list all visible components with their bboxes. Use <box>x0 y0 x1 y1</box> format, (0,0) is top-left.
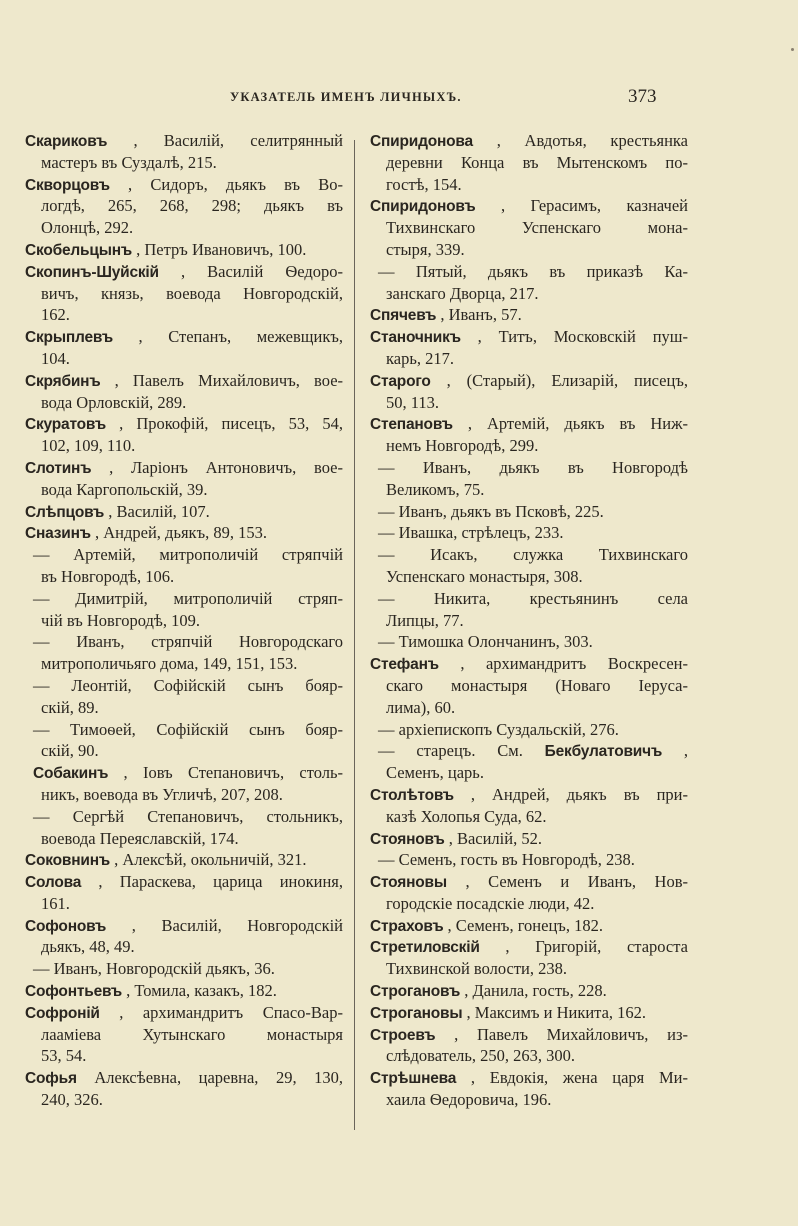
entry-headword: Степановъ <box>370 416 453 434</box>
entry-text: — Иванъ, Новгородскій дьякъ, 36. <box>33 959 275 979</box>
entry-line <box>25 435 343 457</box>
entry-headword: Столѣтовъ <box>370 786 454 804</box>
entry-text: , Василій, Новгородскій <box>131 915 343 935</box>
entry-line <box>25 501 343 523</box>
entry-line <box>25 326 343 348</box>
entry-text: , Семенъ и Иванъ, Нов- <box>465 872 688 892</box>
index-subentry <box>370 849 688 871</box>
entry-text: казѣ Холопья Суда, 62. <box>386 806 547 826</box>
entry-text: Тихвинской волости, 238. <box>386 959 568 979</box>
entry-text: 161. <box>41 893 70 913</box>
entry-text: — Пятый, дьякъ въ приказѣ Ка- <box>378 261 688 281</box>
index-entry <box>25 849 343 871</box>
index-entry <box>370 370 688 414</box>
index-entry <box>370 1067 688 1111</box>
entry-text: — Тимошка Олончанинъ, 303. <box>378 632 593 652</box>
entry-line <box>25 958 343 980</box>
entry-text: , Иванъ, 57. <box>440 305 522 325</box>
column-divider <box>354 140 355 1130</box>
entry-text: никъ, воевода въ Угличѣ, 207, 208. <box>41 784 283 804</box>
entry-line <box>370 653 688 675</box>
entry-text: Олонцѣ, 292. <box>41 218 134 238</box>
entry-text: скій, 90. <box>41 741 99 761</box>
entry-line <box>25 1002 343 1024</box>
entry-headword: Скрыплевъ <box>25 329 113 347</box>
entry-line <box>370 522 688 544</box>
index-subentry <box>370 719 688 741</box>
entry-line <box>370 1067 688 1089</box>
entry-line <box>25 631 343 653</box>
index-entry <box>25 174 343 239</box>
entry-text: Успенскаго монастыря, 308. <box>386 566 583 586</box>
entry-line <box>25 871 343 893</box>
entry-text: , <box>683 741 688 761</box>
entry-headword: Сназинъ <box>25 525 91 543</box>
entry-line <box>25 348 343 370</box>
entry-headword: Софроній <box>25 1004 100 1022</box>
entry-line <box>25 653 343 675</box>
entry-text: , Герасимъ, казначей <box>500 196 688 216</box>
entry-line <box>25 174 343 196</box>
entry-line <box>370 304 688 326</box>
entry-line <box>25 261 343 283</box>
entry-line <box>25 675 343 697</box>
entry-text: , Павелъ Михайловичъ, вое- <box>114 370 343 390</box>
index-entry <box>25 762 343 806</box>
entry-line <box>370 1089 688 1111</box>
entry-line <box>370 283 688 305</box>
entry-line <box>25 370 343 392</box>
entry-line <box>25 849 343 871</box>
index-entry <box>370 828 688 850</box>
entry-line <box>25 980 343 1002</box>
entry-text: гостѣ, 154. <box>386 174 462 194</box>
entry-line <box>370 370 688 392</box>
entry-line <box>370 457 688 479</box>
entry-line <box>370 326 688 348</box>
entry-line <box>370 936 688 958</box>
entry-text: немъ Новгородѣ, 299. <box>386 436 539 456</box>
index-entry <box>25 501 343 523</box>
entry-text: 53, 54. <box>41 1046 87 1066</box>
entry-text: — Исакъ, служка Тихвинскаго <box>378 545 688 565</box>
entry-headword: Стояновъ <box>370 830 445 848</box>
entry-line <box>25 130 343 152</box>
entry-line <box>25 544 343 566</box>
entry-text: 104. <box>41 348 70 368</box>
entry-line <box>370 740 688 762</box>
entry-line <box>25 1024 343 1046</box>
index-subentry <box>370 631 688 653</box>
entry-text: , Авдотья, крестьянка <box>496 131 688 150</box>
index-entry <box>370 326 688 370</box>
entry-text: 162. <box>41 305 70 325</box>
entry-text: 102, 109, 110. <box>41 436 136 456</box>
entry-line <box>370 697 688 719</box>
index-entry <box>370 413 688 457</box>
entry-line <box>25 762 343 784</box>
index-subentry <box>25 588 343 632</box>
entry-line <box>370 631 688 653</box>
index-subentry <box>25 958 343 980</box>
entry-line <box>25 610 343 632</box>
entry-line <box>25 1089 343 1111</box>
entry-headword: Скворцовъ <box>25 176 110 194</box>
entry-line <box>25 936 343 958</box>
entry-line <box>370 479 688 501</box>
index-subentry <box>370 544 688 588</box>
entry-text: , Томила, казакъ, 182. <box>126 981 277 1001</box>
index-subentry <box>25 544 343 588</box>
entry-text: , Петръ Ивановичъ, 100. <box>136 239 307 259</box>
entry-line <box>25 740 343 762</box>
entry-text: вода Каргопольскій, 39. <box>41 479 208 499</box>
index-subentry <box>370 261 688 305</box>
index-entry <box>25 370 343 414</box>
entry-text: — Иванъ, стряпчій Новгородскаго <box>33 632 343 652</box>
entry-headword: Стрѣшнева <box>370 1070 457 1088</box>
entry-text: , Павелъ Михайловичъ, из- <box>454 1024 688 1044</box>
entry-line <box>370 217 688 239</box>
entry-text: , Евдокія, жена царя Ми- <box>470 1068 688 1088</box>
entry-text: , Андрей, дьякъ, 89, 153. <box>95 523 267 543</box>
index-entry <box>25 326 343 370</box>
entry-headword: Страховъ <box>370 917 444 935</box>
entry-text: , архимандритъ Воскресен- <box>460 654 688 674</box>
entry-text: , Алексѣй, окольничій, 321. <box>114 850 307 870</box>
entry-line <box>25 152 343 174</box>
entry-text: лааміева Хутынскаго монастыря <box>41 1024 343 1044</box>
entry-text: , Семенъ, гонецъ, 182. <box>447 915 603 935</box>
entry-text: Тихвинскаго Успенскаго мона- <box>386 218 688 238</box>
entry-text: , Степанъ, межевщикъ, <box>138 327 343 347</box>
index-entry <box>370 784 688 828</box>
entry-text: — Иванъ, дьякъ въ Псковѣ, 225. <box>378 501 604 521</box>
entry-line <box>370 566 688 588</box>
index-column-left <box>25 130 343 1111</box>
index-entry <box>25 522 343 544</box>
entry-line <box>370 806 688 828</box>
entry-headword: Софья <box>25 1070 77 1088</box>
entry-line <box>370 675 688 697</box>
entry-headword: Скрябинъ <box>25 372 101 390</box>
index-entry <box>370 653 688 718</box>
entry-text: Семенъ, царь. <box>386 763 484 783</box>
index-entry <box>370 130 688 195</box>
entry-headword: Спиридоновъ <box>370 198 476 216</box>
entry-line <box>25 588 343 610</box>
entry-headword: Скобельцынъ <box>25 241 133 259</box>
entry-text: лима), 60. <box>386 697 456 717</box>
index-subentry <box>25 675 343 719</box>
entry-text: — Иванъ, дьякъ въ Новгородѣ <box>378 457 688 477</box>
index-entry <box>25 1002 343 1067</box>
entry-text: вичъ, князь, воевода Новгородскій, <box>41 283 343 303</box>
entry-text: , Артемій, дьякъ въ Ниж- <box>467 414 688 434</box>
index-subentry <box>370 457 688 501</box>
entry-line <box>370 719 688 741</box>
index-subentry <box>370 588 688 632</box>
entry-text: , Титъ, Московскій пуш- <box>477 327 688 347</box>
entry-text: , Василій, селитрянный <box>133 131 343 150</box>
index-entry <box>25 130 343 174</box>
entry-line <box>25 1045 343 1067</box>
index-entry <box>370 915 688 937</box>
entry-text: , Григорій, староста <box>505 937 688 957</box>
entry-line <box>370 239 688 261</box>
entry-text: логдѣ, 265, 268, 298; дьякъ въ <box>41 196 343 216</box>
entry-headword: Станочникъ <box>370 329 461 347</box>
entry-headword: Стефанъ <box>370 656 439 674</box>
index-subentry <box>370 740 688 784</box>
entry-text: , Максимъ и Никита, 162. <box>466 1002 647 1022</box>
entry-text: , (Старый), Елизарій, писецъ, <box>446 370 688 390</box>
entry-headword: Бекбулатовичъ <box>544 743 663 761</box>
index-entry <box>25 239 343 261</box>
index-entry <box>25 915 343 959</box>
entry-headword: Скариковъ <box>25 133 108 150</box>
entry-text: , Андрей, дьякъ въ при- <box>470 784 688 804</box>
index-entry <box>25 261 343 326</box>
entry-text: , Ларіонъ Антоновичъ, вое- <box>109 457 343 477</box>
running-title: УКАЗАТЕЛЬ ИМЕНЪ ЛИЧНЫХЪ. <box>230 90 462 104</box>
entry-line <box>370 544 688 566</box>
entry-text: — Никита, крестьянинъ села <box>378 588 688 608</box>
entry-line <box>370 871 688 893</box>
index-entry <box>370 980 688 1002</box>
entry-line <box>25 719 343 741</box>
index-entry <box>25 871 343 915</box>
entry-text: городскіе посадскіе люди, 42. <box>386 893 595 913</box>
entry-headword: Спиридонова <box>370 133 473 150</box>
entry-line <box>25 893 343 915</box>
entry-headword: Солова <box>25 874 82 892</box>
entry-text: 240, 326. <box>41 1090 103 1110</box>
index-entry <box>370 304 688 326</box>
entry-text: , Василій, 52. <box>448 828 542 848</box>
entry-text: — Леонтій, Софійскій сынъ бояр- <box>33 675 343 695</box>
index-entry <box>370 871 688 915</box>
entry-line <box>370 828 688 850</box>
entry-line <box>370 1045 688 1067</box>
entry-headword: Софонтьевъ <box>25 983 123 1001</box>
entry-text: карь, 217. <box>386 348 454 368</box>
entry-line <box>370 588 688 610</box>
index-entry <box>25 457 343 501</box>
entry-line <box>25 1067 343 1089</box>
entry-headword: Старого <box>370 372 431 390</box>
entry-line <box>25 195 343 217</box>
entry-line <box>370 195 688 217</box>
index-subentry <box>370 501 688 523</box>
index-subentry <box>370 522 688 544</box>
entry-line <box>370 435 688 457</box>
entry-line <box>370 261 688 283</box>
entry-text: вода Орловскій, 289. <box>41 392 187 412</box>
entry-line <box>25 392 343 414</box>
entry-headword: Строгановъ <box>370 983 461 1001</box>
entry-text: , Данила, гость, 228. <box>464 981 607 1001</box>
index-subentry <box>25 631 343 675</box>
entry-headword: Скопинъ-Шуйскій <box>25 263 159 281</box>
entry-text: — старецъ. См. <box>378 741 545 761</box>
entry-headword: Строгановы <box>370 1004 463 1022</box>
entry-text: воевода Переяславскій, 174. <box>41 828 239 848</box>
entry-text: скаго монастыря (Новаго Іеруса- <box>386 675 688 695</box>
entry-headword: Стояновы <box>370 874 447 892</box>
entry-text: , Василій, 107. <box>108 501 210 521</box>
entry-headword: Соковнинъ <box>25 852 110 870</box>
entry-line <box>370 610 688 632</box>
entry-line <box>25 566 343 588</box>
entry-line <box>25 413 343 435</box>
entry-line <box>370 958 688 980</box>
entry-line <box>370 915 688 937</box>
entry-line <box>370 348 688 370</box>
entry-text: Великомъ, 75. <box>386 479 485 499</box>
entry-line <box>370 501 688 523</box>
index-column-right <box>370 130 688 1111</box>
entry-line <box>25 784 343 806</box>
entry-text: — Димитрій, митрополичій стряп- <box>33 588 343 608</box>
entry-line <box>370 130 688 152</box>
entry-line <box>370 413 688 435</box>
entry-line <box>25 304 343 326</box>
entry-line <box>370 980 688 1002</box>
entry-text: , Параскева, царица инокиня, <box>98 872 343 892</box>
entry-text: Липцы, 77. <box>386 610 464 630</box>
entry-line <box>370 784 688 806</box>
entry-line <box>25 697 343 719</box>
entry-text: мастеръ въ Суздалѣ, 215. <box>41 152 217 172</box>
scan-speck <box>791 48 794 51</box>
entry-line <box>370 152 688 174</box>
entry-line <box>370 762 688 784</box>
entry-text: — Сергѣй Степановичъ, стольникъ, <box>33 806 343 826</box>
entry-headword: Стретиловскій <box>370 939 480 957</box>
entry-headword: Собакинъ <box>33 765 109 783</box>
entry-line <box>25 479 343 501</box>
index-entry <box>370 1024 688 1068</box>
entry-text: — Ивашка, стрѣлецъ, 233. <box>378 523 564 543</box>
entry-text: чій въ Новгородѣ, 109. <box>41 610 200 630</box>
entry-text: — Тимоѳей, Софійскій сынъ бояр- <box>33 719 343 739</box>
entry-text: , Сидоръ, дьякъ въ Во- <box>128 174 343 194</box>
entry-text: — Артемій, митрополичій стряпчій <box>33 545 343 565</box>
entry-text: слѣдователь, 250, 263, 300. <box>386 1046 576 1066</box>
entry-line <box>25 915 343 937</box>
index-entry <box>25 1067 343 1111</box>
entry-text: , Прокофій, писецъ, 53, 54, <box>119 414 343 434</box>
entry-text: — Семенъ, гость въ Новгородѣ, 238. <box>378 850 635 870</box>
entry-text: въ Новгородѣ, 106. <box>41 566 175 586</box>
index-entry <box>370 1002 688 1024</box>
entry-line <box>25 522 343 544</box>
entry-headword: Слотинъ <box>25 459 92 477</box>
entry-line <box>370 174 688 196</box>
entry-text: деревни Конца въ Мытенскомъ по- <box>386 152 688 172</box>
entry-line <box>370 893 688 915</box>
entry-text: , Іовъ Степановичъ, столь- <box>123 763 343 783</box>
index-entry <box>370 936 688 980</box>
entry-line <box>25 828 343 850</box>
entry-line <box>370 1024 688 1046</box>
entry-text: занскаго Дворца, 217. <box>386 283 539 303</box>
entry-text: дьякъ, 48, 49. <box>41 937 135 957</box>
entry-line <box>370 849 688 871</box>
entry-headword: Слѣпцовъ <box>25 503 105 521</box>
entry-text: , архимандритъ Спасо-Вар- <box>119 1002 343 1022</box>
entry-headword: Строевъ <box>370 1026 436 1044</box>
entry-line <box>25 806 343 828</box>
index-entry <box>25 413 343 457</box>
entry-text: хаила Ѳедоровича, 196. <box>386 1090 552 1110</box>
entry-text: Алексѣевна, царевна, 29, 130, <box>94 1068 343 1088</box>
entry-headword: Скуратовъ <box>25 416 106 434</box>
entry-line <box>370 1002 688 1024</box>
entry-line <box>25 457 343 479</box>
entry-headword: Спячевъ <box>370 307 437 325</box>
index-subentry <box>25 719 343 763</box>
index-entry <box>25 980 343 1002</box>
entry-text: — архіепископъ Суздальскій, 276. <box>378 719 619 739</box>
entry-line <box>25 217 343 239</box>
entry-line <box>25 283 343 305</box>
entry-line <box>370 392 688 414</box>
entry-headword: Софоновъ <box>25 917 107 935</box>
page-number: 373 <box>628 86 657 107</box>
entry-text: , Василій Ѳедоро- <box>180 261 343 281</box>
index-subentry <box>25 806 343 850</box>
entry-text: скій, 89. <box>41 697 99 717</box>
entry-line <box>25 239 343 261</box>
entry-text: 50, 113. <box>386 392 440 412</box>
entry-text: митрополичьяго дома, 149, 151, 153. <box>41 654 298 674</box>
entry-text: стыря, 339. <box>386 239 465 259</box>
index-entry <box>370 195 688 260</box>
